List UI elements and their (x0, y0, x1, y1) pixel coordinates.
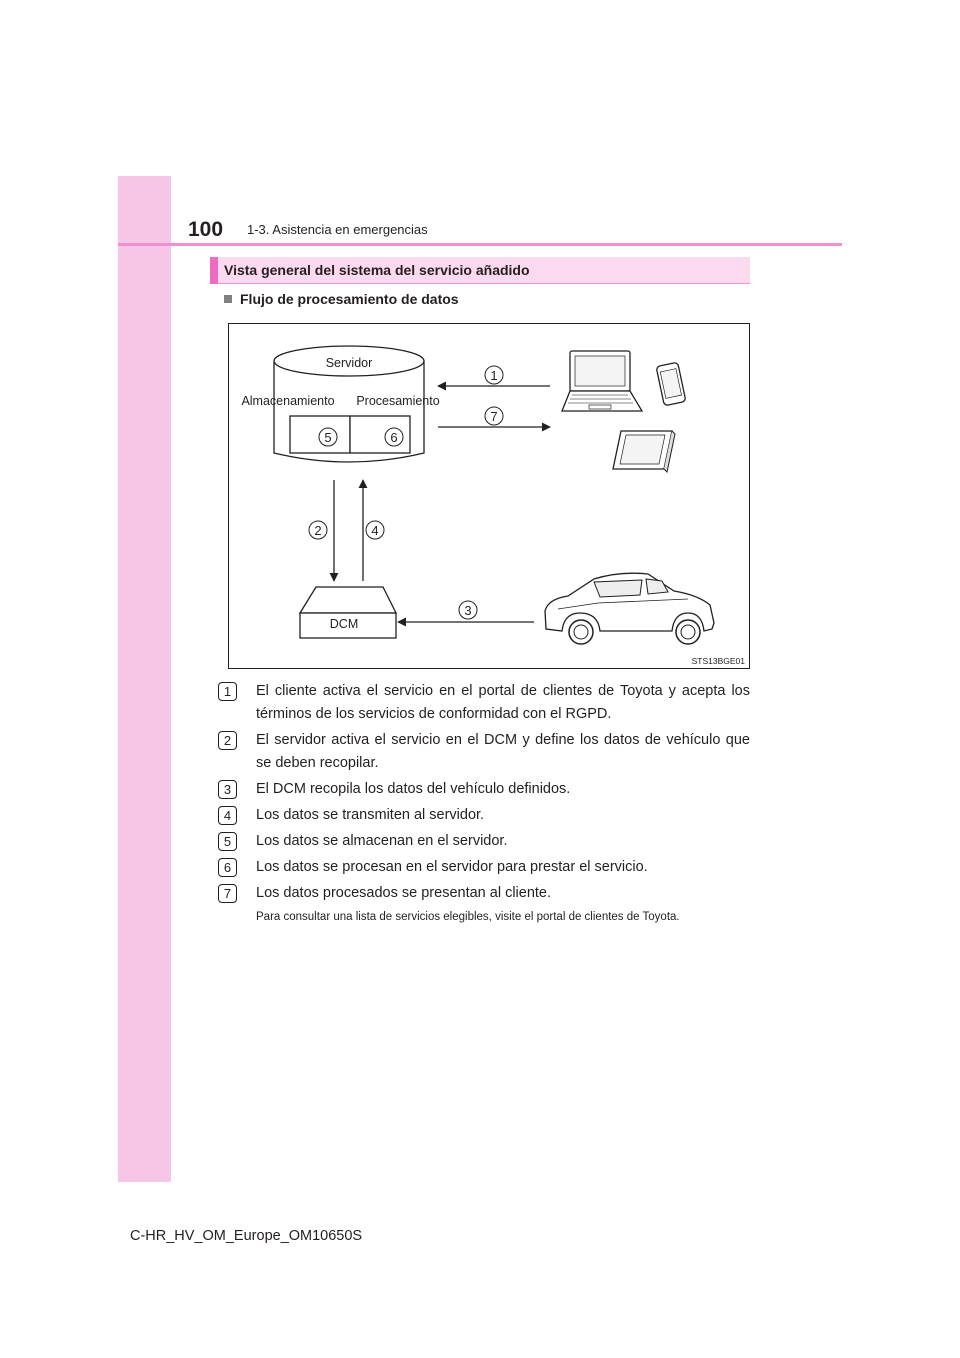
page-number: 100 (188, 218, 224, 241)
callout-6 (385, 428, 403, 446)
callout-6-label: 6 (390, 430, 398, 445)
tablet-icon (613, 431, 675, 472)
section-heading-text: Vista general del sistema del servicio añadido (224, 262, 530, 278)
step-text: Los datos se procesan en el servidor para prestar el servicio. (256, 859, 648, 875)
step-text: Los datos se transmiten al servidor. (256, 807, 485, 823)
callout-5 (319, 428, 337, 446)
step-item (216, 882, 750, 905)
step-number-badge: 4 (218, 806, 237, 825)
step-text: El servidor activa el servicio en el DCM y define los datos de vehículo que se deben recopilar. (256, 732, 750, 771)
callout-7 (485, 407, 503, 425)
callout-5-label: 5 (324, 430, 332, 445)
note-text: Para consultar una lista de servicios elegibles, visite el portal de clientes de Toyota. (256, 911, 680, 923)
side-tab-band (118, 176, 171, 1182)
section-heading (210, 257, 750, 284)
step-item (216, 680, 750, 726)
step-item (216, 830, 750, 853)
callout-1 (485, 366, 503, 384)
step-item (216, 778, 750, 801)
dcm-label: DCM (329, 617, 359, 631)
step-list (216, 680, 750, 925)
step-item (216, 856, 750, 879)
callout-4 (366, 521, 384, 539)
server-label: Servidor (325, 356, 373, 370)
callout-1-label: 1 (490, 368, 498, 383)
step-number-badge: 7 (218, 884, 237, 903)
header-rule (118, 243, 842, 246)
callout-3-label: 3 (464, 603, 472, 618)
callout-7-label: 7 (490, 409, 498, 424)
step-text: El cliente activa el servicio en el portal de clientes de Toyota y acepta los términos de los servicios de conformidad con el RGPD. (256, 683, 750, 722)
callout-4-label: 4 (371, 523, 379, 538)
storage-label: Almacenamiento (241, 394, 335, 408)
step-number-badge: 5 (218, 832, 237, 851)
callout-2-label: 2 (314, 523, 322, 538)
section-title: 1-3. Asistencia en emergencias (247, 222, 428, 237)
step-item (216, 804, 750, 827)
step-number-badge: 3 (218, 780, 237, 799)
document-id: C-HR_HV_OM_Europe_OM10650S (130, 1228, 363, 1244)
sub-heading-text: Flujo de procesamiento de datos (240, 291, 459, 307)
callout-3 (459, 601, 477, 619)
step-number-badge: 1 (218, 682, 237, 701)
heading-accent (210, 257, 218, 284)
sub-heading (224, 291, 459, 307)
step-text: El DCM recopila los datos del vehículo definidos. (256, 781, 571, 797)
step-number-badge: 2 (218, 731, 237, 750)
data-flow-diagram (228, 323, 750, 669)
step-item (216, 729, 750, 775)
square-bullet-icon (224, 295, 232, 303)
processing-label: Procesamiento (356, 394, 440, 408)
callout-2 (309, 521, 327, 539)
laptop-icon (562, 351, 642, 411)
figure-code: STS13BGE01 (691, 656, 745, 666)
step-text: Los datos procesados se presentan al cliente. (256, 885, 552, 901)
step-text: Los datos se almacenan en el servidor. (256, 833, 508, 849)
step-number-badge: 6 (218, 858, 237, 877)
